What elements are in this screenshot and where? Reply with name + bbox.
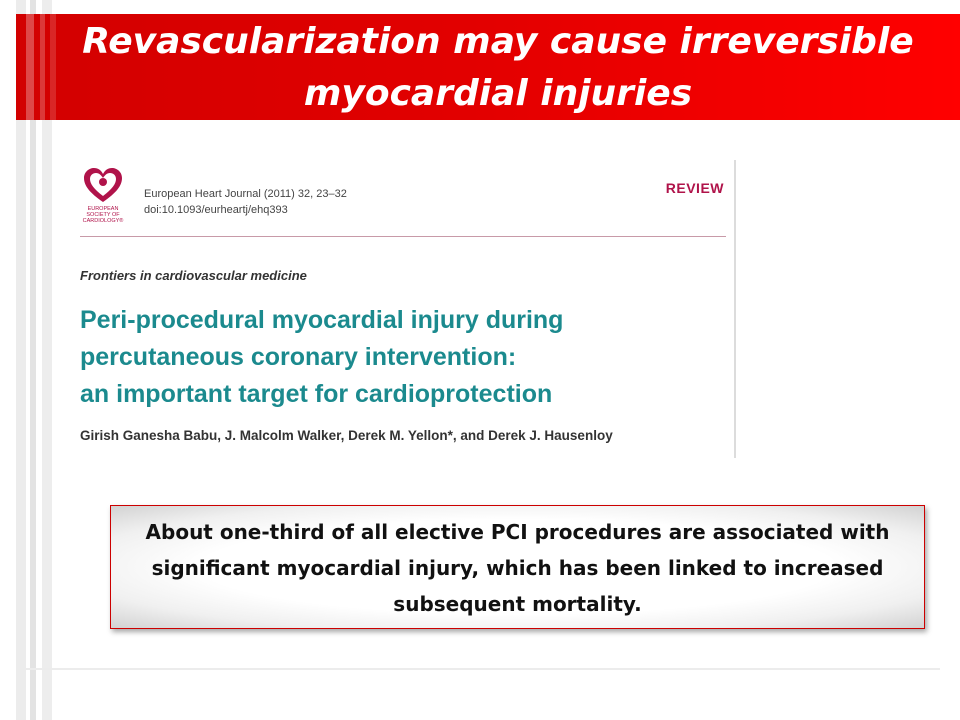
logo-text-line: CARDIOLOGY® <box>82 218 124 224</box>
title-banner <box>16 14 960 120</box>
callout-box <box>110 505 925 629</box>
header-divider <box>80 236 726 237</box>
article-title-line: an important target for cardioprotection <box>80 380 553 408</box>
doi-line: doi:10.1093/eurheartj/ehq393 <box>144 204 288 216</box>
journal-citation <box>144 186 347 218</box>
heart-icon <box>80 166 126 206</box>
article-authors: Girish Ganesha Babu, J. Malcolm Walker, Derek M. Yellon*, and Derek J. Hausenloy <box>80 428 613 443</box>
journal-line: European Heart Journal (2011) 32, 23–32 <box>144 188 347 200</box>
slide-title-line: myocardial injuries <box>303 73 693 114</box>
image-edge <box>734 160 736 458</box>
article-type-label: REVIEW <box>665 180 724 196</box>
section-label: Frontiers in cardiovascular medicine <box>80 268 307 283</box>
slide-title <box>46 16 950 120</box>
article-title <box>80 302 730 413</box>
banner-stripe <box>26 14 34 120</box>
footer-divider <box>16 668 940 670</box>
banner-stripe <box>40 14 45 120</box>
logo-text <box>80 206 126 224</box>
article-title-line: Peri-procedural myocardial injury during <box>80 306 564 334</box>
esc-logo <box>80 166 126 238</box>
slide-title-line: Revascularization may cause irreversible <box>82 21 914 62</box>
article-title-line: percutaneous coronary intervention: <box>80 343 517 371</box>
logo-text-line: SOCIETY OF <box>86 212 120 218</box>
logo-text-line: EUROPEAN <box>87 206 119 212</box>
callout-text: About one-third of all elective PCI procedures are associated with significant myocardial injury, which has been linked to increased subsequent mortality. <box>145 520 890 616</box>
article-header-image <box>72 160 736 458</box>
